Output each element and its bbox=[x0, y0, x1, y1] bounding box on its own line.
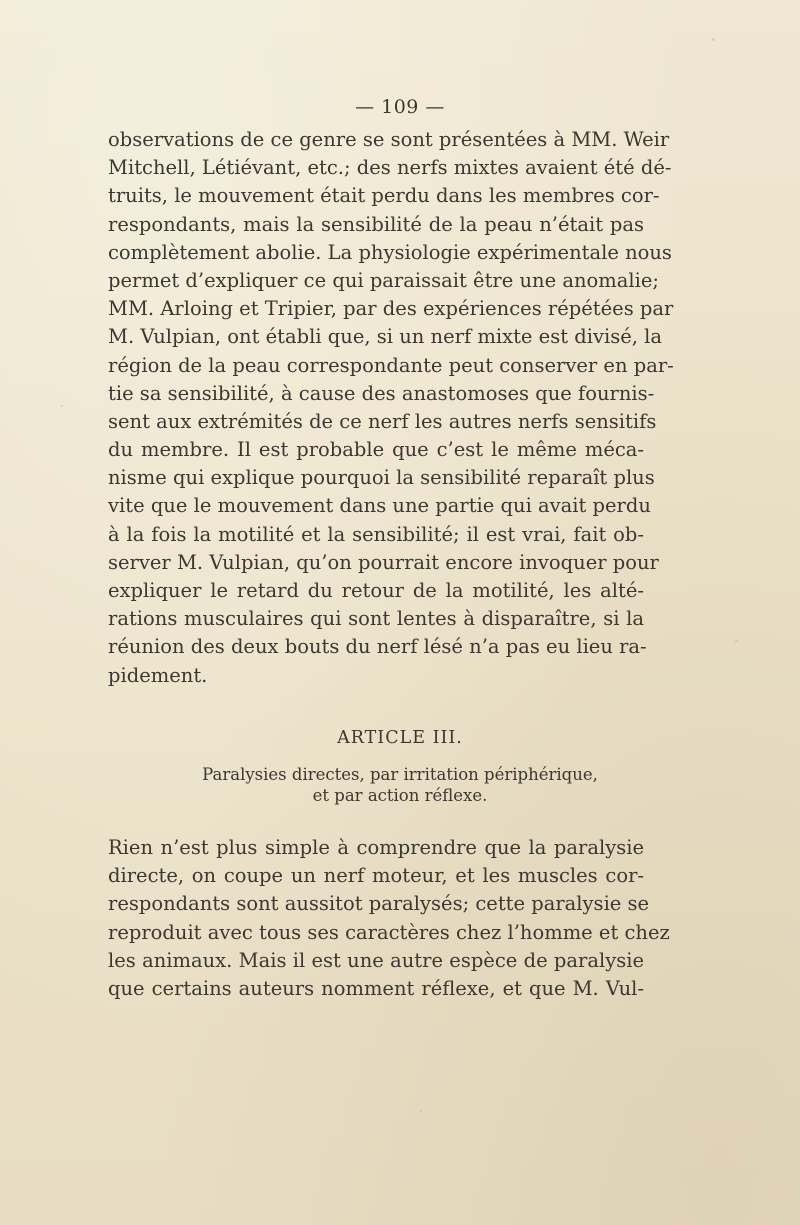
text-line: reproduit avec tous ses caractères chez l’homme et chez bbox=[108, 920, 670, 944]
text-line: sent aux extrémités de ce nerf les autres nerfs sensitifs bbox=[108, 409, 657, 433]
text-line: M. Vulpian, ont établi que, si un nerf mixte est divisé, la bbox=[108, 325, 663, 349]
paragraph-paralysie bbox=[108, 834, 670, 1003]
text-line: observations de ce genre se sont présentées à MM. Weir bbox=[108, 128, 670, 151]
text-line: rations musculaires qui sont lentes à disparaître, si la bbox=[108, 607, 644, 631]
text-line: Rien n’est plus simple à comprendre que la paralysie bbox=[108, 836, 644, 859]
text-line: les animaux. Mais il est une autre espèce de paralysie bbox=[108, 948, 644, 972]
text-line: respondants, mais la sensibilité de la peau n’était pas bbox=[108, 212, 644, 236]
text-line: nisme qui explique pourquoi la sensibilité reparaît plus bbox=[108, 466, 655, 490]
text-line: complètement abolie. La physiologie expérimentale nous bbox=[108, 240, 672, 264]
text-line: pidement. bbox=[108, 663, 208, 687]
paper-speck bbox=[712, 38, 715, 41]
text-line: MM. Arloing et Tripier, par des expériences répétées par bbox=[108, 297, 674, 321]
page-number: — 109 — bbox=[355, 96, 445, 118]
text-line: directe, on coupe un nerf moteur, et les muscles cor- bbox=[108, 864, 644, 888]
text-line: truits, le mouvement était perdu dans les membres cor- bbox=[108, 184, 660, 208]
article-heading: ARTICLE III. bbox=[337, 728, 463, 748]
article-subtitle-line: Paralysies directes, par irritation périphérique, bbox=[202, 765, 598, 784]
text-line: respondants sont aussitot paralysés; cette paralysie se bbox=[108, 892, 650, 916]
text-line: expliquer le retard du retour de la motilité, les alté- bbox=[108, 579, 644, 602]
text-line: server M. Vulpian, qu’on pourrait encore invoquer pour bbox=[108, 550, 659, 574]
article-subtitle-line: et par action réflexe. bbox=[312, 786, 488, 805]
text-line: vite que le mouvement dans une partie qui avait perdu bbox=[108, 494, 651, 518]
text-line: permet d’expliquer ce qui paraissait être une anomalie; bbox=[108, 268, 659, 292]
text-line: Mitchell, Létiévant, etc.; des nerfs mixtes avaient été dé- bbox=[108, 156, 672, 180]
text-line: que certains auteurs nomment réflexe, et que M. Vul- bbox=[108, 976, 644, 1000]
text-line: du membre. Il est probable que c’est le même méca- bbox=[108, 438, 644, 462]
text-line: à la fois la motilité et la sensibilité; il est vrai, fait ob- bbox=[108, 522, 644, 546]
paper-speck bbox=[420, 1110, 422, 1112]
text-line: réunion des deux bouts du nerf lésé n’a pas eu lieu ra- bbox=[108, 635, 647, 659]
paper-speck bbox=[61, 405, 63, 407]
text-line: région de la peau correspondante peut conserver en par- bbox=[108, 353, 674, 377]
text-line: tie sa sensibilité, à cause des anastomoses que fournis- bbox=[108, 381, 655, 405]
paragraph-observations bbox=[108, 126, 674, 690]
paper-speck bbox=[735, 640, 738, 642]
